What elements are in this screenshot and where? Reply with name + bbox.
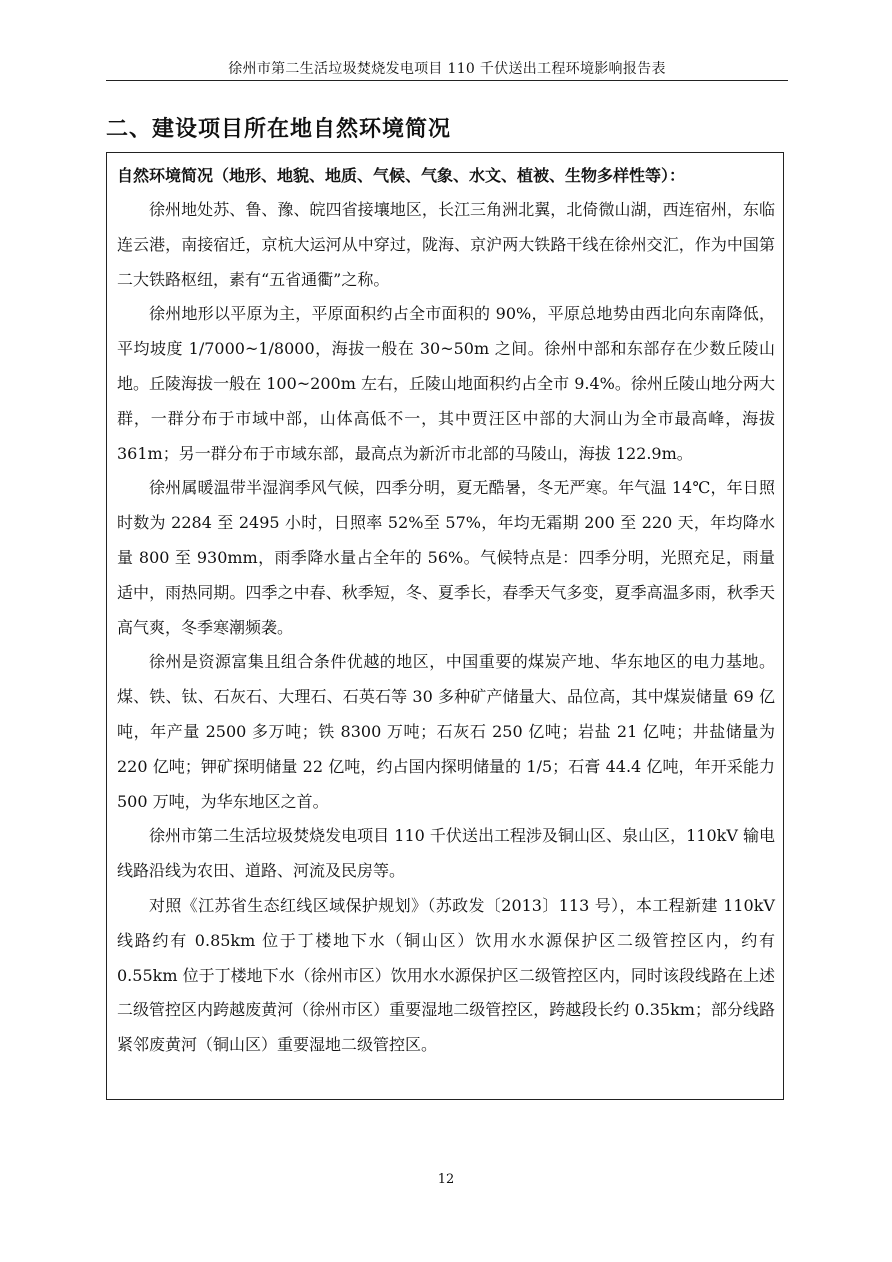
running-header: 徐州市第二生活垃圾焚烧发电项目 110 千伏送出工程环境影响报告表 [228, 61, 666, 77]
header-rule [106, 80, 788, 81]
content-box [106, 152, 784, 1100]
paragraph-resources: 徐州是资源富集且组合条件优越的地区，中国重要的煤炭产地、华东地区的电力基地。煤、铁、钛、石灰石、大理石、石英石等 30 多种矿产储量大、品位高，其中煤炭储量 69 亿吨，年产量 2500 多万吨；铁 8300 万吨；石灰石 250 亿吨；岩盐 21 亿吨；井盐储量为 220 亿吨；钾矿探明储量 22 亿吨，约占国内探明储量的 1/5；石膏 44.4 亿吨，年开采能力 500 万吨，为华东地区之首。 [117, 652, 775, 811]
paragraph-climate: 徐州属暖温带半湿润季风气候，四季分明，夏无酷暑，冬无严寒。年气温 14℃，年日照时数为 2284 至 2495 小时，日照率 52%至 57%，年均无霜期 200 至 220 天，年均降水量 800 至 930mm，雨季降水量占全年的 56%。气候特点是：四季分明，光照充足，雨量适中，雨热同期。四季之中春、秋季短，冬、夏季长，春季天气多变，夏季高温多雨，秋季天高气爽，冬季寒潮频袭。 [117, 478, 775, 637]
page-number: 12 [437, 1172, 455, 1187]
paragraph-terrain: 徐州地形以平原为主，平原面积约占全市面积的 90%，平原总地势由西北向东南降低，平均坡度 1/7000~1/8000，海拔一般在 30~50m 之间。徐州中部和东部存在少数丘陵山地。丘陵海拔一般在 100~200m 左右，丘陵山地面积约占全市 9.4%。徐州丘陵山地分两大群，一群分布于市域中部，山体高低不一，其中贾汪区中部的大洞山为全市最高峰，海拔 361m；另一群分布于市域东部，最高点为新沂市北部的马陵山，海拔 122.9m。 [117, 304, 775, 463]
paragraph-ecological-redline: 对照《江苏省生态红线区域保护规划》（苏政发〔2013〕113 号），本工程新建 110kV 线路约有 0.85km 位于丁楼地下水（铜山区）饮用水水源保护区二级管控区内，约有 0.55km 位于丁楼地下水（徐州市区）饮用水水源保护区二级管控区内，同时该段线路在上述二级管控区内跨越废黄河（徐州市区）重要湿地二级管控区，跨越段长约 0.35km；部分线路紧邻废黄河（铜山区）重要湿地二级管控区。 [117, 895, 775, 1055]
paragraph-project-route: 徐州市第二生活垃圾焚烧发电项目 110 千伏送出工程涉及铜山区、泉山区，110kV 输电线路沿线为农田、道路、河流及民房等。 [117, 826, 775, 881]
paragraph-location: 徐州地处苏、鲁、豫、皖四省接壤地区，长江三角洲北翼，北倚微山湖，西连宿州，东临连云港，南接宿迁，京杭大运河从中穿过，陇海、京沪两大铁路干线在徐州交汇，作为中国第二大铁路枢纽，素有“五省通衢”之称。 [117, 200, 775, 289]
box-heading: 自然环境简况（地形、地貌、地质、气候、气象、水文、植被、生物多样性等）： [117, 166, 686, 185]
section-title: 二、建设项目所在地自然环境简况 [106, 117, 452, 142]
